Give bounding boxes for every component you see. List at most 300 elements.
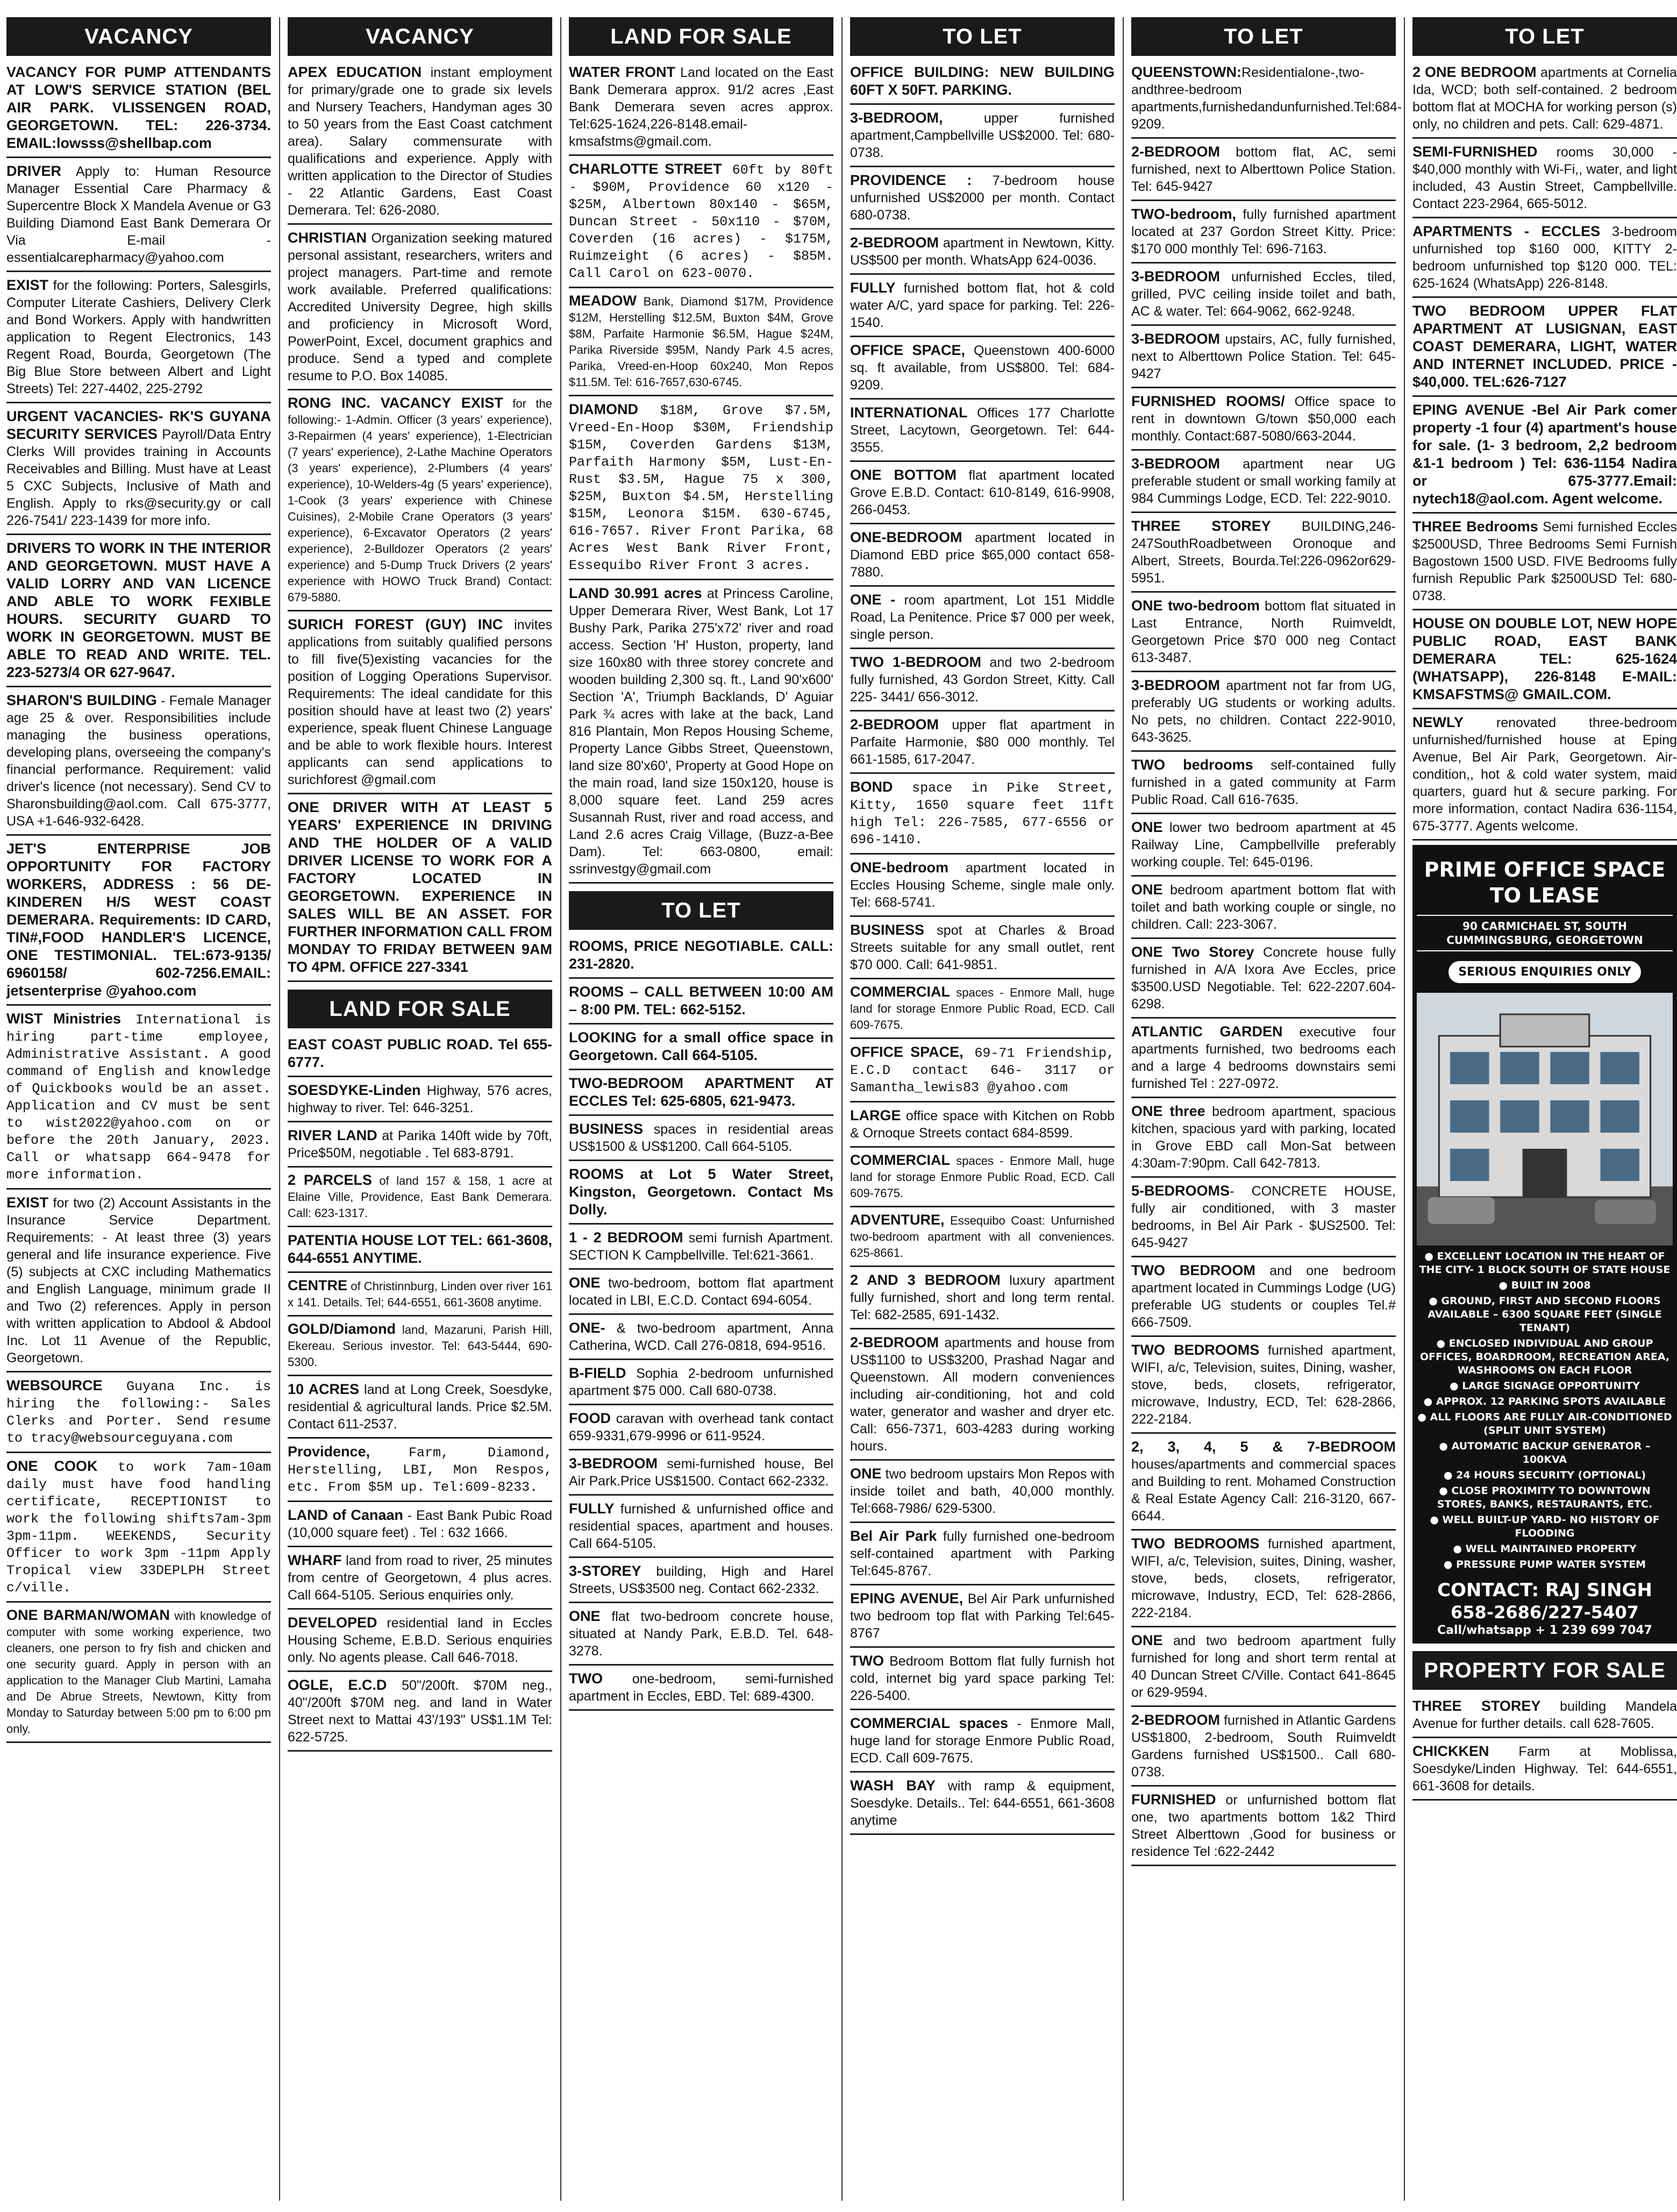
ad-text: furnished in Atlantic Gardens US$1800, 2-bedroom, South Ruimveldt Gardens furnished US$1500.. Call 680-0738. xyxy=(1131,1713,1396,1780)
ad-lead: TWO-bedroom, xyxy=(1131,206,1236,222)
classified-ad xyxy=(1131,1341,1396,1434)
ad-lead: Bel Air Park xyxy=(850,1528,937,1544)
advert-badge: SERIOUS ENQUIRIES ONLY xyxy=(1448,961,1641,983)
ad-lead: B-FIELD xyxy=(569,1365,626,1381)
classified-ad xyxy=(1131,330,1396,388)
classified-ad xyxy=(6,162,271,272)
classified-ad xyxy=(569,1165,833,1225)
ad-text: rooms 30,000 - $40,000 monthly with Wi-Fi,, water, and light included, 43 Austin Street, Campbellville. Contact 223-2964, 665-5012. xyxy=(1412,145,1677,211)
ad-text: furnished bottom flat, hot & cold water A/C, yard space for parking. Tel: 226-1540. xyxy=(850,281,1115,330)
ad-lead: 3-BEDROOM xyxy=(1131,677,1221,693)
classified-ad xyxy=(1131,1438,1396,1531)
column-rule xyxy=(1404,17,1405,2201)
classified-ad xyxy=(288,799,552,982)
column-3 xyxy=(569,17,833,2201)
ad-text: office space with Kitchen on Robb & Ornoque Streets contact 684-8599. xyxy=(850,1108,1115,1141)
ad-lead: 3-BEDROOM, xyxy=(850,110,943,126)
classified-ad xyxy=(1131,1103,1396,1178)
classified-ad xyxy=(1412,1697,1677,1738)
ad-lead: 3-BEDROOM xyxy=(1131,268,1221,284)
classified-ad xyxy=(288,63,552,225)
ad-text: BUILDING,246-247SouthRoadbetween Oronoque and Albert, Streets, Bourda.Tel:226-0962or629-5951. xyxy=(1131,519,1396,586)
classified-ad xyxy=(1131,268,1396,326)
ad-text: apartment not far from UG, preferably UG students or working adults. No pets, no children. Contact 222-9010, 643-3625. xyxy=(1131,678,1396,745)
classified-ad xyxy=(288,616,552,794)
ad-lead: BUSINESS xyxy=(569,1121,644,1137)
building-photo xyxy=(1417,993,1673,1246)
classified-ad xyxy=(288,1321,552,1376)
ad-text: apartment located in Diamond EBD price $65,000 contact 658-7880. xyxy=(850,530,1115,580)
classified-ad xyxy=(850,653,1115,712)
ad-text: Guyana Inc. is hiring the following:- Sales Clerks and Porter. Send resume to tracy@websourceguyana.com xyxy=(6,1379,271,1446)
ad-text: residential land in Eccles Housing Scheme, E.B.D. Serious enquiries only. No agents please. Call 646-7018. xyxy=(288,1616,552,1665)
ad-lead: APEX EDUCATION xyxy=(288,64,422,80)
classified-ad xyxy=(288,1036,552,1077)
ad-text: Essequibo Coast: Unfurnished two-bedroom apartment with all conveniences. 625-8661. xyxy=(850,1214,1115,1260)
ad-text: to work 7am-10am daily must have food handling certificate, RECEPTIONIST to work the following shifts7am-3pm 3pm-11pm. WEEKENDS, Security Officer to work 3pm -11pm Apply Tropical view 33DEPLPH Street c/ville. xyxy=(6,1460,271,1596)
ad-lead: DEVELOPED xyxy=(288,1614,377,1631)
ad-text: apartments at Cornelia Ida, WCD; both self-contained. 2 bedroom bottom flat at MOCHA for working person (s) only, no children and pets. Call: 629-4871. xyxy=(1412,65,1677,132)
classified-ad xyxy=(6,1010,271,1190)
classified-ad xyxy=(850,1465,1115,1523)
ad-text: Land located on the East Bank Demerara approx. 91/2 acres ,East Bank Demerara seven acres approx. Tel:625-1624,226-8148.email-kmsafstms@gmail.com. xyxy=(569,65,833,149)
ad-text: bedroom apartment, spacious kitchen, spacious yard with parking, located in Grove EBD call Mon-Sat between 4:30am-7:90pm. Call 642-7813. xyxy=(1131,1104,1396,1171)
ad-text: one-bedroom, semi-furnished apartment in Eccles, EBD. Tel: 689-4300. xyxy=(569,1672,833,1704)
ad-text: JET'S ENTERPRISE JOB OPPORTUNITY FOR FACTORY WORKERS, ADDRESS : 56 DE-KINDEREN H/S WEST COAST DEMERARA. Requirements: ID CARD, TIN#,FOOD HANDLER'S LICENCE, ONE TESTIMONIAL. TEL:673-9135/ 6960158/ 602-7256.EMAIL: jetsenterprise @yahoo.com xyxy=(6,841,271,999)
ad-lead: ONE xyxy=(569,1275,601,1291)
ad-text: Residentialone-,two-andthree-bedroom apartments,furnishedandunfurnished.Tel:684-9209. xyxy=(1131,65,1402,132)
classified-ad xyxy=(1131,205,1396,264)
classified-ad xyxy=(1412,615,1677,709)
ad-lead: 2, 3, 4, 5 & 7-BEDROOM xyxy=(1131,1439,1396,1455)
ad-text: International is hiring part-time employee, Administrative Assistant. A good command of English and knowledge of Quickbooks would be an asset. Application and CV must be sent to wist2022@yahoo.com on or before the 20th January, 2023. Call or whatsapp 664-9478 for more information. xyxy=(6,1012,271,1183)
ad-text: 3-bedroom unfurnished top $160 000, KITTY 2-bedroom unfurnished top $120 000. TEL: 625-1624 (WhatsApp) 226-8148. xyxy=(1412,224,1677,291)
classified-ad xyxy=(1412,518,1677,610)
ad-text: building, High and Harel Streets, US$3500 neg. Contact 662-2332. xyxy=(569,1564,833,1596)
ad-lead: THREE STOREY xyxy=(1131,518,1271,534)
classified-ad xyxy=(569,401,833,580)
ad-lead: 2 PARCELS xyxy=(288,1172,372,1188)
classified-ad xyxy=(288,1676,552,1752)
ad-text: OFFICE BUILDING: NEW BUILDING 60FT X 50FT. PARKING. xyxy=(850,64,1115,98)
ad-text: two bedroom upstairs Mon Repos with inside toilet and bath, 40,000 monthly. Tel:668-7986/ 629-5300. xyxy=(850,1467,1115,1516)
ad-text: apartment located in Eccles Housing Scheme, single male only. Tel: 668-5741. xyxy=(850,860,1115,910)
ad-lead: TWO bedrooms xyxy=(1131,757,1253,773)
classified-ad xyxy=(6,1607,271,1743)
ad-lead: FURNISHED ROOMS/ xyxy=(1131,393,1285,409)
ad-text: houses/apartments and commercial spaces and Building to rent. Mohamed Construction & Real Estate Agency Call: 216-3120, 667-6644. xyxy=(1131,1457,1396,1524)
classified-ad xyxy=(569,160,833,288)
ad-text: LOOKING for a small office space in Georgetown. Call 664-5105. xyxy=(569,1029,833,1063)
classified-ad xyxy=(288,1232,552,1273)
ad-text: apartments and house from US$1100 to US$3200, Prashad Nagar and Queenstown. All modern conveniences including air-conditioning, hot and cold water, generator and washer and dryer etc. Call: 656-7371, 603-4283 during working hours. xyxy=(850,1335,1115,1454)
classified-ad xyxy=(6,840,271,1006)
classified-ad xyxy=(850,172,1115,230)
ad-lead: BUSINESS xyxy=(850,922,925,938)
ad-text: fully furnished one-bedroom self-contained apartment with Parking Tel:645-8767. xyxy=(850,1529,1115,1578)
ad-lead: COMMERCIAL xyxy=(850,1152,950,1168)
advert-title: PRIME OFFICE SPACE TO LEASE xyxy=(1424,858,1666,907)
classified-ad xyxy=(850,1777,1115,1835)
ad-text: 69-71 Friendship, E.C.D contact 646- 3117 or Samantha_lewis83 @yahoo.com xyxy=(850,1045,1115,1096)
column-rule xyxy=(560,17,561,2201)
ad-text: Farm at Moblissa, Soesdyke/Linden Highway. Tel: 644-6551, 661-3608 for details. xyxy=(1412,1744,1677,1794)
ad-text: spot at Charles & Broad Streets suitable for any small outlet, rent $70 000. Call: 641-9851. xyxy=(850,923,1115,972)
advert-feature: ● GROUND, FIRST AND SECOND FLOORS AVAILABLE – 6300 SQUARE FEET (SINGLE TENANT) xyxy=(1428,1295,1662,1334)
ad-lead: EPING AVENUE, xyxy=(850,1590,964,1606)
ad-text: of land 157 & 158, 1 acre at Elaine Ville, Providence, East Bank Demerara. Call: 623-1317. xyxy=(288,1174,553,1220)
ad-text: ROOMS, PRICE NEGOTIABLE. CALL: 231-2820. xyxy=(569,938,833,972)
classified-ad xyxy=(569,1500,833,1558)
ad-text: Farm, Diamond, Herstelling, LBI, Mon Respos, etc. From $5M up. Tel:609-8233. xyxy=(288,1445,552,1495)
classified-ad xyxy=(288,1614,552,1672)
ad-lead: ONE xyxy=(1131,881,1163,898)
ad-lead: ONE two-bedroom xyxy=(1131,598,1260,614)
classified-ad xyxy=(850,404,1115,462)
classified-ad xyxy=(850,466,1115,524)
classified-ad xyxy=(850,1107,1115,1148)
ad-text: apartment near UG preferable student or small working family at 984 Cummings Lodge, ECD. Tel: 222-9010. xyxy=(1131,457,1396,506)
ad-lead: ONE BOTTOM xyxy=(850,467,957,483)
column-rule xyxy=(841,17,843,2201)
classified-ad xyxy=(1412,401,1677,514)
ad-text: flat apartment located Grove E.B.D. Contact: 610-8149, 616-9908, 266-0453. xyxy=(850,468,1115,517)
ad-text: spaces in residential areas US$1500 & US$1200. Call 664-5105. xyxy=(569,1122,833,1154)
ad-lead: 10 ACRES xyxy=(288,1381,360,1397)
classified-ad xyxy=(569,293,833,396)
ad-text: at Parika 140ft wide by 70ft, Price$50M, negotiable . Tel 683-8791. xyxy=(288,1128,552,1161)
ad-lead: EXIST xyxy=(6,1194,49,1211)
ad-lead: TWO BEDROOM xyxy=(1131,1262,1255,1278)
ad-lead: LAND 30.991 acres xyxy=(569,585,702,601)
ad-lead: RONG INC. VACANCY EXIST xyxy=(288,395,503,411)
ad-text: - East Bank Pubic Road (10,000 square feet) . Tel : 632 1666. xyxy=(288,1508,552,1540)
advert-feature: ● BUILT IN 2008 xyxy=(1498,1279,1591,1291)
ad-text: Queenstown 400-6000 sq. ft available, from US$800. Tel: 684-9209. xyxy=(850,343,1115,393)
classified-ad xyxy=(288,229,552,390)
ad-text: furnished apartment, WIFI, a/c, Television, suites, Dining, washer, stove, beds, closets, refrigerator, microwave, Industry, ECD, Tel: 628-2866, 222-2184. xyxy=(1131,1537,1396,1620)
classified-ad xyxy=(850,778,1115,855)
ad-lead: FURNISHED xyxy=(1131,1791,1216,1808)
classified-ad xyxy=(569,1075,833,1116)
ad-lead: WEBSOURCE xyxy=(6,1377,103,1393)
section-header: TO LET xyxy=(569,891,833,930)
ad-text: Concrete house fully furnished in A/A Ixora Ave Eccles, price $3500.USD Negotiable. Tel: 622-2207.604-6298. xyxy=(1131,945,1396,1012)
ad-text: Semi furnished Eccles $2500USD, Three Bedrooms Semi Furnish Bagostown 1500 USD. FIVE Bedrooms fully furnish Republic Park $2500USD Tel: 680-0738. xyxy=(1412,520,1677,603)
classified-ad xyxy=(850,1212,1115,1267)
ad-lead: WASH BAY xyxy=(850,1777,936,1794)
ad-text: building Mandela Avenue for further details. call 628-7605. xyxy=(1412,1699,1677,1731)
ad-lead: ADVENTURE, xyxy=(850,1212,945,1228)
ad-text: $18M, Grove $7.5M, Vreed-En-Hoop $30M, Friendship $15M, Coverden Gardens $13M, Parfaith Harmony $5M, Lust-En-Rust $3.5M, Hague 75 x 300, $25M, Buxton $4.5M, Herstelling $15M, Leonora $15M. 630-6745, 616-7657. River Front Parika, 68 Acres West Bank River Front, Essequibo River Front 3 acres. xyxy=(569,403,833,573)
ad-lead: COMMERCIAL spaces xyxy=(850,1715,1009,1731)
section-header: PROPERTY FOR SALE xyxy=(1412,1651,1677,1690)
classified-ad xyxy=(1412,714,1677,841)
classified-ad xyxy=(288,1506,552,1547)
classified-ad xyxy=(569,585,833,884)
ad-lead: 2 AND 3 BEDROOM xyxy=(850,1272,1001,1288)
classified-ad xyxy=(1131,756,1396,814)
ad-lead: SOESDYKE-Linden xyxy=(288,1082,421,1098)
ad-text: & two-bedroom apartment, Anna Catherina, WCD. Call 276-0818, 694-9516. xyxy=(569,1321,833,1353)
classified-ad xyxy=(1131,63,1402,139)
ad-text: PATENTIA HOUSE LOT TEL: 661-3608, 644-6551 ANYTIME. xyxy=(288,1232,552,1266)
ad-lead: CHARLOTTE STREET xyxy=(569,161,722,177)
section-header: TO LET xyxy=(850,17,1115,56)
ad-text: - Female Manager age 25 & over. Responsibilities include managing the business operations, developing plans, overseeing the company's financial performance. Requirement: valid driver's licence (not necessary). Send CV to Sharonsbuilding@aol.com. Call 675-3777, USA +1-646-932-6428. xyxy=(6,693,271,829)
ad-lead: FOOD xyxy=(569,1410,611,1426)
ad-lead: ONE- xyxy=(569,1320,605,1336)
ad-lead: THREE Bedrooms xyxy=(1412,518,1538,535)
ad-text: Highway, 576 acres, highway to river. Tel: 646-3251. xyxy=(288,1083,552,1115)
ad-text: furnished apartment, WIFI, a/c, Television, suites, Dining, washer, stove, beds, closets, refrigerator, microwave, Industry, ECD, Tel: 628-2866, 222-2184. xyxy=(1131,1343,1396,1427)
ad-text: 7-bedroom house unfurnished US$2000 per month. Contact 680-0738. xyxy=(850,173,1115,223)
classified-ad xyxy=(850,716,1115,774)
classified-ad xyxy=(1412,143,1677,218)
ad-text: semi furnish Apartment. SECTION K Campbellville. Tel:621-3661. xyxy=(569,1231,833,1263)
ad-text: space in Pike Street, Kitty, 1650 square feet 11ft high Tel: 226-7585, 677-6556 or 696-1410. xyxy=(850,780,1115,848)
classified-ad xyxy=(6,276,271,403)
ad-lead: GOLD/Diamond xyxy=(288,1321,396,1337)
ad-text: land at Long Creek, Soesdyke, residential & agricultural lands. Price $2.5M. Contact 611-2537. xyxy=(288,1382,553,1432)
classified-ad xyxy=(288,1381,552,1439)
classified-ad xyxy=(850,109,1115,167)
section-header: TO LET xyxy=(1412,17,1677,56)
classified-ad xyxy=(288,1172,552,1227)
ad-lead: TWO BEDROOMS xyxy=(1131,1535,1260,1552)
ad-text: Office space to rent in downtown G/town $50,000 each monthly. Contact:687-5080/663-2044. xyxy=(1131,394,1396,444)
ad-lead: TWO xyxy=(850,1653,884,1669)
ad-text: Offices 177 Charlotte Street, Lacytown, Georgetown. Tel: 644-3555. xyxy=(850,406,1115,455)
ad-text: EPING AVENUE -Bel Air Park comer property -1 four (4) apartment's house for sale. (1- 3 bedroom, 2,2 bedroom &1-1 bedroom ) Tel: 636-1154 Nadira or 675-3777.Email: nytech18@aol.com. Agent welcome. xyxy=(1412,402,1677,507)
classified-ad xyxy=(569,1670,833,1711)
ad-text: ROOMS at Lot 5 Water Street, Kingston, Georgetown. Contact Ms Dolly. xyxy=(569,1166,833,1218)
classified-ad xyxy=(850,984,1115,1039)
ad-text: Bedroom Bottom flat fully furnish hot cold, internet big yard space parking Tel: 226-5400. xyxy=(850,1654,1115,1703)
ad-text: lower two bedroom apartment at 45 Railway Line, Campbellville preferably working couple. Tel: 645-0196. xyxy=(1131,820,1396,870)
classified-ad xyxy=(288,1552,552,1610)
classified-ad xyxy=(6,408,271,535)
ad-lead: PROVIDENCE : xyxy=(850,172,972,188)
classified-ad xyxy=(569,63,833,156)
ad-lead: 1 - 2 BEDROOM xyxy=(569,1229,683,1246)
ad-lead: DIAMOND xyxy=(569,401,638,417)
classified-ad xyxy=(1412,302,1677,397)
ad-text: upstairs, AC, fully furnished, next to Alberttown Police Station. Tel: 645-9427 xyxy=(1131,332,1396,381)
ad-text: flat two-bedroom concrete house, situated at Nandy Park, E.B.D. Tel. 648-3278. xyxy=(569,1609,833,1659)
classified-ad xyxy=(569,1608,833,1666)
classified-ad xyxy=(1131,393,1396,451)
ad-lead: TWO xyxy=(569,1670,603,1687)
ad-lead: FULLY xyxy=(569,1500,615,1517)
classified-ad xyxy=(1131,1711,1396,1787)
advert-feature: ● CLOSE PROXIMITY TO DOWNTOWN STORES, BANKS, RESTAURANTS, ETC. xyxy=(1437,1485,1653,1510)
classified-ad xyxy=(569,1319,833,1360)
classified-ad xyxy=(569,1120,833,1161)
ad-lead: 3-BEDROOM xyxy=(569,1455,658,1471)
ad-text: 60ft by 80ft - $90M, Providence 60 x120 - $25M, Albertown 80x140 - $65M, Duncan Street - 50x110 - $70M, Coverden (16 acres) - $175M, Ruimzeight (6 acres) - $85M. Call Carol on 623-0070. xyxy=(569,162,833,281)
ad-lead: ONE xyxy=(1131,819,1163,835)
ad-lead: LARGE xyxy=(850,1107,901,1123)
ad-lead: 2-BEDROOM xyxy=(1131,1712,1221,1728)
classified-ad xyxy=(850,1334,1115,1461)
ad-text: of Christinnburg, Linden over river 161 x 141. Details. Tel; 644-6551, 661-3608 anytime. xyxy=(288,1279,552,1309)
ad-text: TWO BEDROOM UPPER FLAT APARTMENT AT LUSIGNAN, EAST COAST DEMERARA, LIGHT, WATER AND INTERNET INCLUDED. PRICE - $40,000. TEL:626-7127 xyxy=(1412,303,1677,390)
ad-text: apartment in Newtown, Kitty. US$500 per month. WhatsApp 624-0036. xyxy=(850,236,1115,268)
classified-ad xyxy=(288,395,552,611)
ad-text: Sophia 2-bedroom unfurnished apartment $75 000. Call 680-0738. xyxy=(569,1366,833,1398)
ad-lead: Providence, xyxy=(288,1443,370,1460)
ad-text: bottom flat situated in Last Entrance, North Ruimveldt, Georgetown Price $70 000 neg Contact 613-3487. xyxy=(1131,599,1396,665)
ad-text: ROOMS – CALL BETWEEN 10:00 AM – 8:00 PM. TEL: 662-5152. xyxy=(569,984,833,1018)
section-header: LAND FOR SALE xyxy=(288,990,552,1028)
classified-ad xyxy=(850,1271,1115,1329)
office-lease-advert xyxy=(1412,845,1677,1644)
advert-whatsapp: Call/whatsapp + 1 239 699 7047 xyxy=(1437,1624,1652,1637)
classified-ad xyxy=(1131,1182,1396,1257)
ad-lead: OFFICE SPACE, xyxy=(850,1044,964,1060)
classified-ad xyxy=(288,1277,552,1317)
classified-ad xyxy=(288,1127,552,1168)
column-2 xyxy=(288,17,552,2201)
ad-lead: SURICH FOREST (GUY) INC xyxy=(288,616,503,632)
classified-ad xyxy=(1131,677,1396,752)
ad-lead: MEADOW xyxy=(569,293,637,309)
ad-text: for two (2) Account Assistants in the Insurance Service Department. Requirements: - At least three (3) years general and life insurance experience. Five (5) subjects at CXC including Mathematics and English Language, minimum grade II and Two (2) references. Apply in person with written application to Abdool & Abdool Inc. Lot 11 Avenue of the Republic, Georgetown. xyxy=(6,1196,271,1365)
ad-text: executive four apartments furnished, two bedrooms each and a large 4 bedrooms downstairs semi furnished Tel : 227-0972. xyxy=(1131,1025,1396,1091)
classified-ad xyxy=(569,937,833,979)
ad-lead: ONE-BEDROOM xyxy=(850,529,962,545)
ad-lead: SEMI-FURNISHED xyxy=(1412,144,1538,160)
classified-ad xyxy=(850,279,1115,337)
classified-ad xyxy=(1131,1632,1396,1707)
ad-lead: ONE Two Storey xyxy=(1131,944,1254,960)
classified-ad xyxy=(1131,1535,1396,1627)
advert-feature: ● APPROX. 12 PARKING SPOTS AVAILABLE xyxy=(1423,1396,1666,1407)
ad-text: semi-furnished house, Bel Air Park.Price US$1500. Contact 662-2332. xyxy=(569,1456,833,1489)
ad-lead: OFFICE SPACE, xyxy=(850,342,966,358)
ad-lead: CHRISTIAN xyxy=(288,230,367,246)
ad-lead: APARTMENTS - ECCLES xyxy=(1412,223,1601,239)
classified-ad xyxy=(1131,1262,1396,1337)
ad-lead: 3-BEDROOM xyxy=(1131,331,1221,347)
ad-text: room apartment, Lot 151 Middle Road, La Penitence. Price $7 000 per week, single person. xyxy=(850,593,1115,642)
advert-feature: ● EXCELLENT LOCATION IN THE HEART OF THE CITY- 1 BLOCK SOUTH OF STATE HOUSE xyxy=(1419,1250,1671,1276)
ad-lead: URGENT VACANCIES- RK'S GUYANA SECURITY SERVICES xyxy=(6,408,271,442)
ad-text: unfurnished Eccles, tiled, grilled, PVC ceiling inside toilet and bath, AC & water. Tel: 664-9062, 662-9248. xyxy=(1131,269,1396,319)
ad-text: - CONCRETE HOUSE, fully air conditioned, with 3 master bedrooms, in Bel Air Park - $US2500. Tel: 645-9427 xyxy=(1131,1184,1396,1250)
classified-ad xyxy=(569,1274,833,1315)
ad-lead: LAND of Canaan xyxy=(288,1507,403,1523)
ad-lead: COMMERCIAL xyxy=(850,984,950,1000)
ad-text: DRIVERS TO WORK IN THE INTERIOR AND GEORGETOWN. MUST HAVE A VALID LORRY AND VAN LICENCE AND ABLE TO WORK FEXIBLE HOURS. SECURITY GUARD TO WORK IN GEORGETOWN. MUST BE ABLE TO READ AND WRITE. TEL. 223-5273/4 OR 627-9647. xyxy=(6,540,271,680)
advert-feature: ● LARGE SIGNAGE OPPORTUNITY xyxy=(1450,1380,1640,1392)
ad-text: fully furnished apartment located at 237 Gordon Street Kitty. Price: $170 000 monthly Tel: 696-7163. xyxy=(1131,207,1396,257)
classified-ad xyxy=(850,1652,1115,1710)
classified-ad xyxy=(6,539,271,687)
column-5 xyxy=(1131,17,1402,2201)
ad-text: bedroom apartment bottom flat with toilet and bath working couple or single, no children. Call: 223-3067. xyxy=(1131,883,1396,932)
classified-ad xyxy=(1131,1023,1396,1098)
ad-lead: SHARON'S BUILDING xyxy=(6,692,157,708)
classified-ad xyxy=(850,529,1115,587)
ad-lead: ONE xyxy=(569,1608,601,1624)
classified-ad xyxy=(288,1082,552,1122)
ad-text: land from road to river, 25 minutes from centre of Georgetown, 4 plus acres. Call 664-5105. Serious enquiries only. xyxy=(288,1553,552,1603)
column-1 xyxy=(6,17,271,2201)
ad-text: spaces - Enmore Mall, huge land for storage Enmore Public Road, ECD. Call 609-7675. xyxy=(850,1154,1115,1200)
ad-text: caravan with overhead tank contact 659-9331,679-9996 or 611-9524. xyxy=(569,1411,833,1443)
classified-ad xyxy=(1131,143,1396,201)
section-header: VACANCY xyxy=(288,17,552,56)
ad-text: Bank, Diamond $17M, Providence $12M, Herstelling $12.5M, Buxton $4M, Grove $8M, Parfaite Harmonie $6.5M, Hague $24M, Parika Riverside $95M, Nandy Park 4.5 acres, Parika, Vreed-en-Hoop 60x240, Mon Repos $11.5M. Tel: 616-7657,630-6745. xyxy=(569,295,833,389)
ad-lead: BOND xyxy=(850,779,893,795)
ad-lead: TWO BEDROOMS xyxy=(1131,1342,1260,1358)
ad-text: upper flat apartment in Parfaite Harmonie, $80 000 monthly. Tel 661-1585, 617-2047. xyxy=(850,717,1115,767)
ad-lead: ONE xyxy=(850,1466,882,1482)
classified-ad xyxy=(850,1715,1115,1773)
ad-text: Payroll/Data Entry Clerks Will provides training in Accounts Receivables and Billing. Must have at Least 5 CXC Subjects, Inclusive of Math and English. Apply to rks@security.gy or call 226-7541/ 223-1439 for more info. xyxy=(6,427,271,528)
ad-lead: ONE xyxy=(1131,1632,1163,1648)
column-4 xyxy=(850,17,1115,2201)
section-header: LAND FOR SALE xyxy=(569,17,833,56)
ad-text: self-contained fully furnished in a gated community at Farm Public Road. Call 616-7635. xyxy=(1131,758,1396,807)
ad-text: HOUSE ON DOUBLE LOT, NEW HOPE PUBLIC ROAD, EAST BANK DEMERARA TEL: 625-1624 (WHATSAPP), 226-8148 E-MAIL: KMSAFSTMS@ GMAIL.COM. xyxy=(1412,615,1677,702)
classified-ad xyxy=(569,1562,833,1603)
ad-text: luxury apartment fully furnished, short and long term rental. Tel: 682-2585, 691-1432. xyxy=(850,1273,1115,1322)
classified-ad xyxy=(1131,455,1396,513)
ad-text: ONE DRIVER WITH AT LEAST 5 YEARS' EXPERIENCE IN DRIVING AND THE HOLDER OF A VALID DRIVER LICENSE TO WORK FOR A FACTORY LOCATED IN GEORGETOWN. EXPERIENCE IN SALES WILL BE AN ASSET. FOR FURTHER INFORMATION CALL FROM MONDAY TO FRIDAY BETWEEN 9AM TO 4PM. OFFICE 227-3341 xyxy=(288,799,552,975)
classified-ad xyxy=(850,342,1115,400)
ad-lead: TWO 1-BEDROOM xyxy=(850,654,982,670)
ad-text: with ramp & equipment, Soesdyke. Details.. Tel: 644-6551, 661-3608 anytime xyxy=(850,1779,1115,1828)
ad-lead: 2-BEDROOM xyxy=(850,234,939,251)
ad-text: land, Mazaruni, Parish Hill, Ekereau. Serious investor. Tel: 643-5444, 690-5300. xyxy=(288,1323,552,1369)
advert-address: 90 CARMICHAEL ST, SOUTH CUMMINGSBURG, GEORGETOWN xyxy=(1417,915,1673,951)
advert-feature: ● 24 HOURS SECURITY (OPTIONAL) xyxy=(1443,1469,1646,1481)
classified-ad xyxy=(850,1590,1115,1648)
classified-ad xyxy=(1131,943,1396,1019)
ad-lead: CENTRE xyxy=(288,1277,348,1293)
advert-feature: ● ENCLOSED INDIVIDUAL AND GROUP OFFICES, BOARDROOM, RECREATION AREA, WASHROOMS ON EACH FLOOR xyxy=(1419,1338,1670,1376)
ad-lead: ONE-bedroom xyxy=(850,859,949,876)
ad-lead: 2-BEDROOM xyxy=(1131,144,1221,160)
advert-contact: CONTACT: RAJ SINGH xyxy=(1437,1580,1652,1601)
ad-text: or unfurnished bottom flat one, two apartments bottom 1&2 Third Street Alberttown ,Good for business or residence Tel :622-2442 xyxy=(1131,1793,1396,1859)
ad-text: at Princess Caroline, Upper Demerara River, West Bank, Lot 17 Bushy Park, Parika 275'x72' river and road access. Section 'H' Huston, property, land size 160x80 with three storey concrete and wooden building 2,300 sq. ft., Land 90'x600' Section 'A', Triumph Backlands, D' Aguiar Park ¾ acres with lake at the back, Land 816 Plantain, Mon Repos Housing Scheme, Property Lance Gibbs Street, Queenstown, land size 80'x60', Property at Good Hope on the main road, land size 150x120, house is 8,000 square feet. Land 259 acres Susannah Rust, river and road access, and Land 2.6 acres Craig Village, (Buzz-a-Bee Dam). Tel: 663-0800, email: ssrinvestgy@gmail.com xyxy=(569,586,833,877)
classified-ad xyxy=(1131,1791,1396,1866)
ad-text: and two 2-bedroom fully furnished, 43 Gordon Street, Kitty. Call 225- 3441/ 656-3012. xyxy=(850,655,1115,705)
classified-ad xyxy=(569,1029,833,1070)
ad-text: for the following: Porters, Salesgirls, Computer Literate Cashiers, Delivery Clerk and Bond Workers. Apply with handwritten application to Regent Electronics, 143 Regent Road, Bourda, Georgetown (The Big Blue Store between Albert and Light Streets) Tel: 227-4402, 225-2792 xyxy=(6,278,271,396)
ad-text: Organization seeking matured personal assistant, researchers, writers and project managers. Part-time and remote work available. Preferred qualifications: Accredited University Degree, high skills and proficiency in Microsoft Word, PowerPoint, Excel, document graphics and produce. Send a typed and complete resume to P.O. Box 14085. xyxy=(288,231,552,383)
ad-lead: ONE - xyxy=(850,592,896,608)
classified-ad xyxy=(850,1152,1115,1207)
ad-lead: WHARF xyxy=(288,1552,342,1568)
classified-ad xyxy=(850,63,1115,105)
ad-lead: WATER FRONT xyxy=(569,64,676,80)
ad-lead: ONE three xyxy=(1131,1103,1205,1119)
ad-lead: 3-BEDROOM xyxy=(1131,456,1221,472)
classified-ad xyxy=(6,1457,271,1603)
ad-lead: 5-BEDROOMS xyxy=(1131,1183,1230,1199)
ad-lead: RIVER LAND xyxy=(288,1127,377,1143)
classified-ad xyxy=(1412,63,1677,139)
ad-text: upper furnished apartment,Campbellville US$2000. Tel: 680-0738. xyxy=(850,111,1115,160)
ad-lead: ATLANTIC GARDEN xyxy=(1131,1023,1283,1040)
ad-text: Bel Air Park unfurnished two bedroom top flat with Parking Tel:645-8767 xyxy=(850,1591,1115,1641)
ad-lead: CHICKKEN xyxy=(1412,1743,1489,1759)
